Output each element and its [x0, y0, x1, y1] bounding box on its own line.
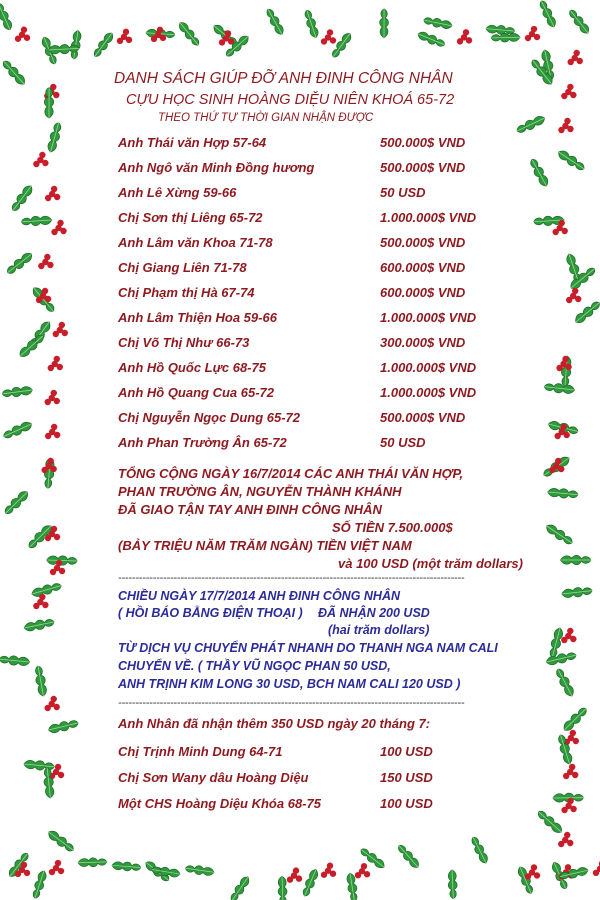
donor-name: Chị Sơn thị Liêng 65-72 [118, 210, 263, 225]
donation-amount: 600.000$ VND [380, 285, 466, 300]
donor-name: Chị Nguyễn Ngọc Dung 65-72 [118, 410, 301, 425]
donor-name: Anh Thái văn Hợp 57-64 [118, 135, 267, 150]
summary-line: (BẢY TRIỆU NĂM TRĂM NGÀN) TIỀN VIỆT NAM [118, 538, 412, 553]
donor-name: Chị Sơn Wany dâu Hoàng Diệu [118, 770, 309, 785]
donor-name: Anh Ngô văn Minh Đồng hương [118, 160, 315, 175]
donation-amount: 300.000$ VND [380, 335, 466, 350]
page-title: DANH SÁCH GIÚP ĐỠ ANH ĐINH CÔNG NHÂN [114, 70, 453, 87]
donor-name: Chị Trịnh Minh Dung 64-71 [118, 744, 283, 759]
donation-amount: 50 USD [380, 185, 426, 200]
separator-line: ---------------------------------------------------------------------------------------------------- [118, 697, 465, 709]
page-subtitle: CỰU HỌC SINH HOÀNG DIỆU NIÊN KHOÁ 65-72 [126, 92, 455, 108]
afternoon-line: ( HỒI BÁO BẰNG ĐIỆN THOẠI ) [118, 606, 303, 620]
donor-name: Anh Hồ Quốc Lực 68-75 [118, 360, 266, 375]
summary-line: PHAN TRƯỜNG ÂN, NGUYỄN THÀNH KHÁNH [118, 484, 402, 499]
afternoon-line: CHIỀU NGÀY 17/7/2014 ANH ĐINH CÔNG NHÂN [118, 589, 401, 603]
donor-name: Một CHS Hoàng Diệu Khóa 68-75 [118, 796, 321, 811]
afternoon-received: ĐÃ NHẬN 200 USD [318, 606, 430, 620]
donation-amount: 100 USD [380, 744, 433, 759]
donation-amount: 500.000$ VND [380, 410, 466, 425]
donor-name: Anh Lâm văn Khoa 71-78 [118, 235, 273, 250]
donation-amount: 50 USD [380, 435, 426, 450]
additional-heading: Anh Nhân đã nhận thêm 350 USD ngày 20 tháng 7: [118, 716, 431, 731]
donation-amount: 1.000.000$ VND [380, 385, 477, 400]
donor-name: Chị Giang Liên 71-78 [118, 260, 247, 275]
donation-amount: 500.000$ VND [380, 160, 466, 175]
afternoon-line: ANH TRỊNH KIM LONG 30 USD, BCH NAM CALI 120 USD ) [118, 677, 461, 691]
afternoon-line: (hai trăm dollars) [328, 623, 430, 637]
donation-amount: 500.000$ VND [380, 235, 466, 250]
separator-line: ---------------------------------------------------------------------------------------------------- [118, 572, 465, 584]
donor-name: Anh Hồ Quang Cua 65-72 [118, 385, 275, 400]
summary-usd: và 100 USD (một trăm dollars) [338, 556, 523, 571]
donation-amount: 100 USD [380, 796, 433, 811]
donation-amount: 1.000.000$ VND [380, 210, 477, 225]
summary-total: SỐ TIỀN 7.500.000$ [332, 520, 453, 535]
donor-name: Chị Võ Thị Như 66-73 [118, 335, 250, 350]
donor-name: Anh Phan Trường Ân 65-72 [118, 435, 287, 450]
donation-amount: 600.000$ VND [380, 260, 466, 275]
donation-amount: 1.000.000$ VND [380, 310, 477, 325]
afternoon-line: TỪ DỊCH VỤ CHUYỂN PHÁT NHANH DO THANH NGA NAM CALI [118, 641, 498, 655]
donation-amount: 500.000$ VND [380, 135, 466, 150]
page-subtitle-order: THEO THỨ TỰ THỜI GIAN NHẬN ĐƯỢC [158, 112, 374, 124]
summary-line: TỔNG CỘNG NGÀY 16/7/2014 CÁC ANH THÁI VĂN HỢP, [118, 466, 464, 481]
donation-amount: 150 USD [380, 770, 433, 785]
donor-name: Anh Lâm Thiện Hoa 59-66 [118, 310, 277, 325]
afternoon-line: CHUYỂN VỀ. ( THẦY VŨ NGỌC PHAN 50 USD, [118, 659, 391, 673]
donor-name: Anh Lê Xừng 59-66 [118, 185, 237, 200]
donation-amount: 1.000.000$ VND [380, 360, 477, 375]
donor-name: Chị Phạm thị Hà 67-74 [118, 285, 255, 300]
summary-line: ĐÃ GIAO TẬN TAY ANH ĐINH CÔNG NHÂN [118, 502, 382, 517]
